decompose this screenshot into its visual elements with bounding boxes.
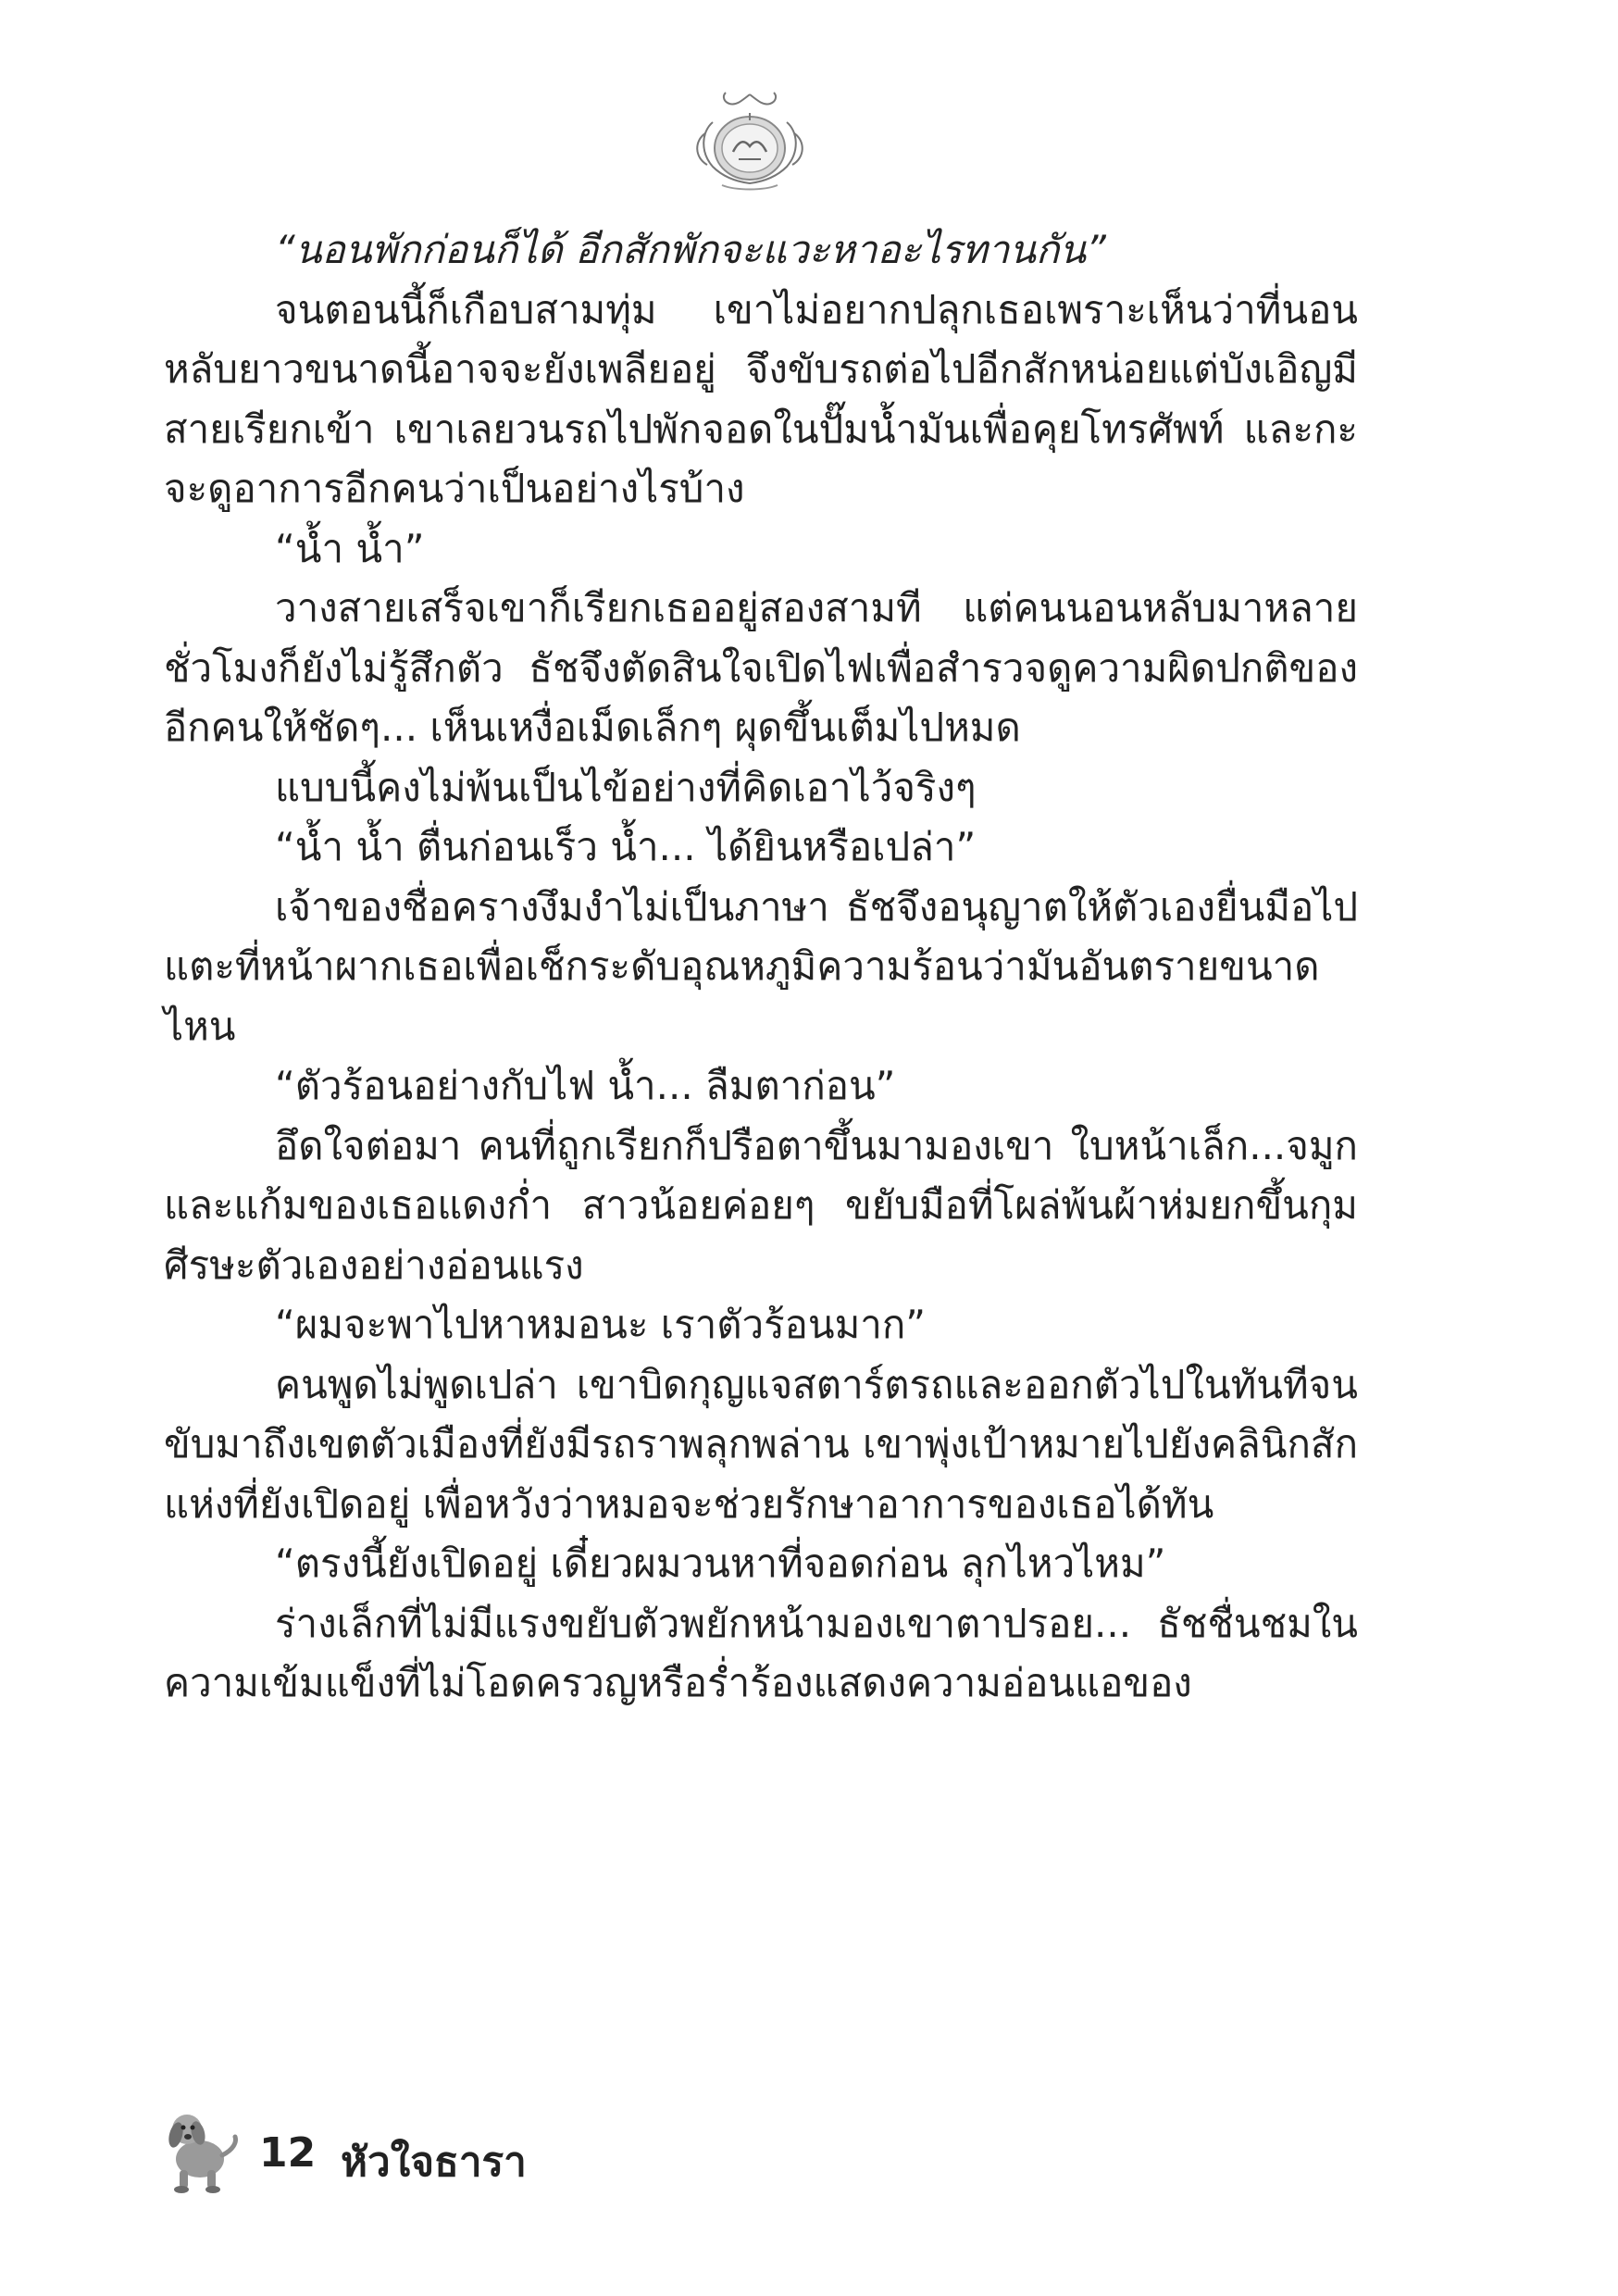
paragraph: “ตัวร้อนอย่างกับไฟ น้ำ... ลืมตาก่อน”	[275, 1063, 896, 1108]
publisher-emblem-icon	[685, 85, 815, 196]
paragraph: “น้ำ น้ำ”	[275, 525, 425, 571]
paragraph: “ผมจะพาไปหาหมอนะ เราตัวร้อนมาก”	[275, 1302, 927, 1347]
page-footer	[156, 2102, 803, 2203]
paragraph: เจ้าของชื่อครางงึมงำไม่เป็นภาษา ธัชจึงอนุญาตให้ตัวเองยื่นมือไปแตะที่หน้าผากเธอเพื่อเช็กระดับอุณหภูมิความร้อนว่ามันอันตรายขนาดไหน	[164, 883, 1358, 1049]
paragraph: จนตอนนี้ก็เกือบสามทุ่ม เขาไม่อยากปลุกเธอเพราะเห็นว่าที่นอนหลับยาวขนาดนี้อาจจะยังเพลียอยู่ จึงขับรถต่อไปอีกสักหน่อยแต่บังเอิญมีสายเรียกเข้า เขาเลยวนรถไปพักจอดในปั๊มน้ำมันเพื่อคุยโทรศัพท์ และกะจะดูอาการอีกคนว่าเป็นอย่างไรบ้าง	[164, 286, 1358, 511]
book-title: หัวใจธารา	[341, 2139, 527, 2186]
paragraph: ร่างเล็กที่ไม่มีแรงขยับตัวพยักหน้ามองเขาตาปรอย... ธัชชื่นชมในความเข้มแข็งที่ไม่โอดครวญหรือร่ำร้องแสดงความอ่อนแอของ	[164, 1600, 1358, 1705]
paragraph: อึดใจต่อมา คนที่ถูกเรียกก็ปรือตาขึ้นมามองเขา ใบหน้าเล็ก...จมูกและแก้มของเธอแดงก่ำ สาวน้อยค่อยๆ ขยับมือที่โผล่พ้นผ้าห่มยกขึ้นกุมศีรษะตัวเองอย่างอ่อนแรง	[164, 1122, 1358, 1288]
paragraph: “นอนพักก่อนก็ได้ อีกสักพักจะแวะหาอะไรทานกัน”	[275, 227, 1106, 272]
dog-icon	[156, 2102, 243, 2194]
paragraph: วางสายเสร็จเขาก็เรียกเธออยู่สองสามที แต่คนนอนหลับมาหลายชั่วโมงก็ยังไม่รู้สึกตัว ธัชจึงตัดสินใจเปิดไฟเพื่อสำรวจดูความผิดปกติของอีกคนให้ชัดๆ... เห็นเหงื่อเม็ดเล็กๆ ผุดขึ้นเต็มไปหมด	[164, 585, 1358, 750]
paragraph: คนพูดไม่พูดเปล่า เขาบิดกุญแจสตาร์ตรถและออกตัวไปในทันทีจนขับมาถึงเขตตัวเมืองที่ยังมีรถราพลุกพล่าน เขาพุ่งเป้าหมายไปยังคลินิกสักแห่งที่ยังเปิดอยู่ เพื่อหวังว่าหมอจะช่วยรักษาอาการของเธอได้ทัน	[164, 1361, 1358, 1527]
page-number: 12	[259, 2129, 317, 2177]
body-text	[164, 220, 1358, 1714]
paragraph: “ตรงนี้ยังเปิดอยู่ เดี๋ยวผมวนหาที่จอดก่อน ลุกไหวไหม”	[275, 1541, 1166, 1586]
paragraph: “น้ำ น้ำ ตื่นก่อนเร็ว น้ำ... ได้ยินหรือเปล่า”	[275, 824, 977, 869]
paragraph: แบบนี้คงไม่พ้นเป็นไข้อย่างที่คิดเอาไว้จริงๆ	[275, 764, 977, 810]
